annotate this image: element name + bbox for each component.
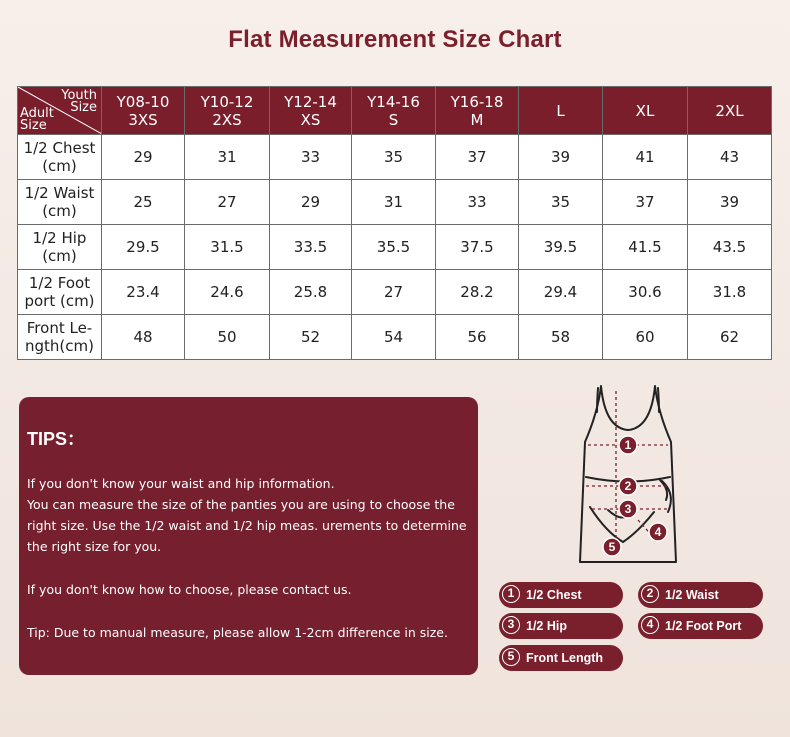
table-cell: 43.5 <box>688 225 772 270</box>
table-cell: 27 <box>185 180 270 225</box>
tips-title: TIPS： <box>27 429 86 449</box>
table-cell: 39 <box>688 180 772 225</box>
row-label: 1/2 Chest (cm) <box>18 135 102 180</box>
row-label: 1/2 Hip (cm) <box>18 225 102 270</box>
table-cell: 29 <box>270 180 352 225</box>
table-cell: 27 <box>352 270 436 315</box>
legend-label: 1/2 Chest <box>526 588 582 602</box>
corner-adult-label: Adult Size <box>20 106 54 133</box>
diagram-marker-5: 5 <box>608 540 616 554</box>
table-cell: 50 <box>185 315 270 360</box>
tips-line: right size. Use the 1/2 waist and 1/2 hip meas. urements to determine <box>27 518 467 533</box>
tips-panel <box>19 397 478 675</box>
number-badge-icon: 1 <box>502 585 520 603</box>
table-row <box>18 315 772 360</box>
table-cell: 48 <box>102 315 185 360</box>
size-col-header: L <box>519 87 603 135</box>
table-cell: 62 <box>688 315 772 360</box>
table-cell: 58 <box>519 315 603 360</box>
table-cell: 31.5 <box>185 225 270 270</box>
size-col-header: Y14-16 S <box>352 87 436 135</box>
table-cell: 25.8 <box>270 270 352 315</box>
tips-line: the right size for you. <box>27 539 162 554</box>
diagram-marker-2: 2 <box>624 479 632 493</box>
legend-label: Front Length <box>526 651 604 665</box>
table-cell: 29 <box>102 135 185 180</box>
number-badge-icon: 2 <box>641 585 659 603</box>
legend-label: 1/2 Waist <box>665 588 719 602</box>
table-cell: 33 <box>436 180 519 225</box>
table-row <box>18 180 772 225</box>
row-label: 1/2 Foot port (cm) <box>18 270 102 315</box>
table-row <box>18 135 772 180</box>
size-col-header: Y08-10 3XS <box>102 87 185 135</box>
table-cell: 41 <box>603 135 688 180</box>
table-corner-cell <box>18 87 102 135</box>
table-cell: 37.5 <box>436 225 519 270</box>
number-badge-icon: 5 <box>502 648 520 666</box>
table-cell: 29.5 <box>102 225 185 270</box>
table-cell: 31 <box>185 135 270 180</box>
number-badge-icon: 3 <box>502 616 520 634</box>
table-cell: 41.5 <box>603 225 688 270</box>
table-cell: 35 <box>352 135 436 180</box>
size-col-header: XL <box>603 87 688 135</box>
table-cell: 54 <box>352 315 436 360</box>
tips-line: Tip: Due to manual measure, please allow 1-2cm difference in size. <box>27 625 448 640</box>
row-label: 1/2 Waist (cm) <box>18 180 102 225</box>
legend-front-length <box>499 645 623 671</box>
table-cell: 33.5 <box>270 225 352 270</box>
size-col-header: Y12-14 XS <box>270 87 352 135</box>
table-cell: 37 <box>436 135 519 180</box>
table-cell: 23.4 <box>102 270 185 315</box>
row-label: Front Le- ngth(cm) <box>18 315 102 360</box>
table-cell: 33 <box>270 135 352 180</box>
legend-chest <box>499 582 623 608</box>
table-cell: 30.6 <box>603 270 688 315</box>
legend-foot-port <box>638 613 763 639</box>
diagram-marker-1: 1 <box>624 438 632 452</box>
table-cell: 35.5 <box>352 225 436 270</box>
table-cell: 37 <box>603 180 688 225</box>
table-cell: 43 <box>688 135 772 180</box>
corner-youth-label: Youth Size <box>61 88 97 115</box>
table-cell: 25 <box>102 180 185 225</box>
table-row <box>18 270 772 315</box>
size-chart-table <box>17 86 772 360</box>
tips-line: You can measure the size of the panties you are using to choose the <box>27 497 455 512</box>
tips-line: If you don't know how to choose, please contact us. <box>27 582 352 597</box>
size-col-header: 2XL <box>688 87 772 135</box>
garment-diagram-icon <box>568 382 693 572</box>
size-col-header: Y16-18 M <box>436 87 519 135</box>
legend-label: 1/2 Foot Port <box>665 619 742 633</box>
table-cell: 31 <box>352 180 436 225</box>
table-cell: 60 <box>603 315 688 360</box>
table-cell: 29.4 <box>519 270 603 315</box>
table-cell: 31.8 <box>688 270 772 315</box>
page-title: Flat Measurement Size Chart <box>228 26 562 53</box>
table-header-row <box>18 87 772 135</box>
diagram-marker-3: 3 <box>624 502 632 516</box>
legend-waist <box>638 582 763 608</box>
table-cell: 56 <box>436 315 519 360</box>
table-cell: 39.5 <box>519 225 603 270</box>
number-badge-icon: 4 <box>641 616 659 634</box>
table-cell: 39 <box>519 135 603 180</box>
size-col-header: Y10-12 2XS <box>185 87 270 135</box>
diagram-marker-4: 4 <box>654 525 662 539</box>
tips-line: If you don't know your waist and hip information. <box>27 476 335 491</box>
table-cell: 24.6 <box>185 270 270 315</box>
table-cell: 28.2 <box>436 270 519 315</box>
table-cell: 35 <box>519 180 603 225</box>
table-cell: 52 <box>270 315 352 360</box>
legend-label: 1/2 Hip <box>526 619 567 633</box>
table-row <box>18 225 772 270</box>
legend-hip <box>499 613 623 639</box>
